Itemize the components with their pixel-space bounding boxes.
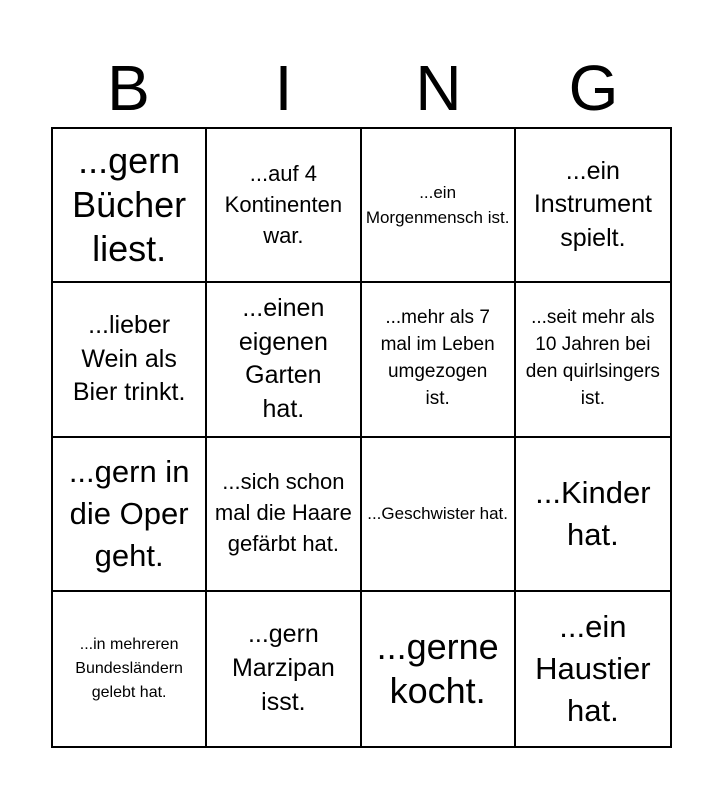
- bingo-cell[interactable]: [362, 283, 516, 437]
- cell-text: ...seit mehr als 10 Jahren bei den quirlsingers ist.: [525, 307, 660, 410]
- bingo-header: [51, 48, 671, 128]
- cell-text: ...einen eigenen Garten hat.: [238, 293, 328, 424]
- cell-text: ...ein Haustier hat.: [535, 609, 651, 728]
- bingo-cell[interactable]: [207, 283, 361, 437]
- cell-text: ...lieber Wein als Bier trinkt.: [72, 310, 186, 407]
- bingo-cell[interactable]: [516, 129, 670, 283]
- bingo-grid: [51, 127, 672, 748]
- header-letter-i: I: [274, 52, 293, 124]
- header-letter-n: N: [415, 52, 462, 124]
- cell-text: ...sich schon mal die Haare gefärbt hat.: [214, 469, 352, 557]
- header-letter-b: B: [107, 52, 150, 124]
- bingo-cell[interactable]: [516, 283, 670, 437]
- cell-text: ...mehr als 7 mal im Leben umgezogen ist.: [380, 307, 495, 410]
- bingo-cell[interactable]: [207, 592, 361, 746]
- cell-text: ...gerne kocht.: [376, 625, 499, 711]
- bingo-cell[interactable]: [53, 283, 207, 437]
- bingo-cell[interactable]: [207, 438, 361, 592]
- bingo-cell[interactable]: [53, 592, 207, 746]
- header-letter-g: G: [568, 52, 619, 124]
- bingo-cell[interactable]: [362, 129, 516, 283]
- bingo-cell[interactable]: [516, 438, 670, 592]
- bingo-cell[interactable]: [516, 592, 670, 746]
- cell-text: ...Geschwister hat.: [367, 503, 509, 523]
- bingo-cell[interactable]: [53, 438, 207, 592]
- cell-text: ...gern Bücher liest.: [72, 140, 187, 270]
- bingo-cell[interactable]: [362, 438, 516, 592]
- cell-text: ...Kinder hat.: [535, 474, 651, 552]
- cell-text: ...ein Morgenmensch ist.: [365, 182, 510, 228]
- bingo-cell[interactable]: [53, 129, 207, 283]
- cell-text: ...in mehreren Bundesländern gelebt hat.: [75, 635, 183, 701]
- cell-text: ...auf 4 Kontinenten war.: [224, 160, 343, 248]
- cell-text: ...gern Marzipan isst.: [231, 620, 335, 716]
- cell-text: ...gern in die Oper geht.: [68, 453, 190, 573]
- cell-text: ...ein Instrument spielt.: [533, 156, 652, 252]
- bingo-cell[interactable]: [207, 129, 361, 283]
- bingo-cell[interactable]: [362, 592, 516, 746]
